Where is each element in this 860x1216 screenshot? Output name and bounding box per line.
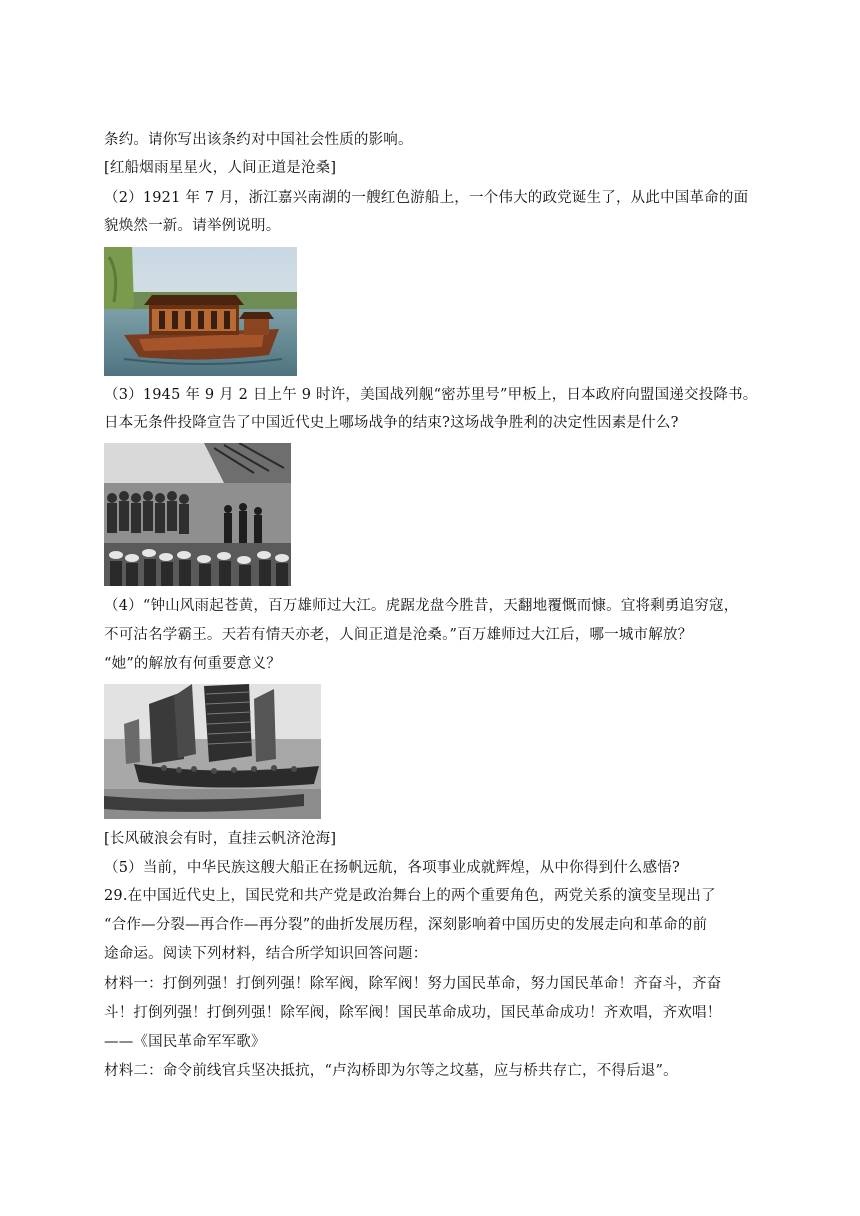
text-line: 日本无条件投降宣告了中国近代史上哪场战争的结束?这场战争胜利的决定性因素是什么?	[104, 415, 679, 431]
question-3: （3）1945 年 9 月 2 日上午 9 时许，美国战列舰“密苏里号”甲板上，日本政府向盟国递交投降书。	[104, 387, 758, 403]
song-citation: ——《国民革命军军歌》	[104, 1034, 266, 1050]
question-5: （5）当前，中华民族这艘大船正在扬帆远航，各项事业成就辉煌，从中你得到什么感悟?	[104, 860, 680, 876]
text-line: 貌焕然一新。请举例说明。	[104, 218, 281, 234]
text-line: 途命运。阅读下列材料，结合所学知识回答问题：	[104, 946, 428, 962]
section-heading: [红船烟雨星星火，人间正道是沧桑]	[104, 160, 337, 176]
section-heading: [长风破浪会有时，直挂云帆济沧海]	[104, 831, 337, 847]
material-two: 材料二：命令前线官兵坚决抵抗，“卢沟桥即为尔等之坟墓，应与桥共存亡，不得后退”。	[104, 1063, 678, 1079]
text-line: 斗！打倒列强！打倒列强！除军阀，除军阀！国民革命成功，国民革命成功！齐欢唱，齐欢唱！	[104, 1005, 722, 1021]
text-line: 条约。请你写出该条约对中国社会性质的影响。	[104, 132, 413, 148]
surrender-ceremony-photo	[104, 443, 291, 586]
red-boat-photo	[104, 247, 297, 376]
question-2: （2）1921 年 7 月，浙江嘉兴南湖的一艘红色游船上，一个伟大的政党诞生了，从此中国革命的面	[104, 190, 749, 206]
river-crossing-photo	[104, 684, 321, 819]
text-line: “合作—分裂—再合作—再分裂”的曲折发展历程，深刻影响着中国历史的发展走向和革命的前	[104, 917, 708, 933]
question-29: 29.在中国近代史上，国民党和共产党是政治舞台上的两个重要角色，两党关系的演变呈现出了	[104, 888, 716, 904]
text-line: “她”的解放有何重要意义？	[104, 656, 281, 672]
material-one: 材料一：打倒列强！打倒列强！除军阀，除军阀！努力国民革命，努力国民革命！齐奋斗，齐奋	[104, 976, 722, 992]
text-line: 不可沽名学霸王。天若有情天亦老，人间正道是沧桑。”百万雄师过大江后，哪一城市解放？	[104, 627, 693, 643]
question-4: （4）“钟山风雨起苍黄，百万雄师过大江。虎踞龙盘今胜昔，天翻地覆慨而慷。宜将剩勇追穷寇，	[104, 598, 739, 614]
